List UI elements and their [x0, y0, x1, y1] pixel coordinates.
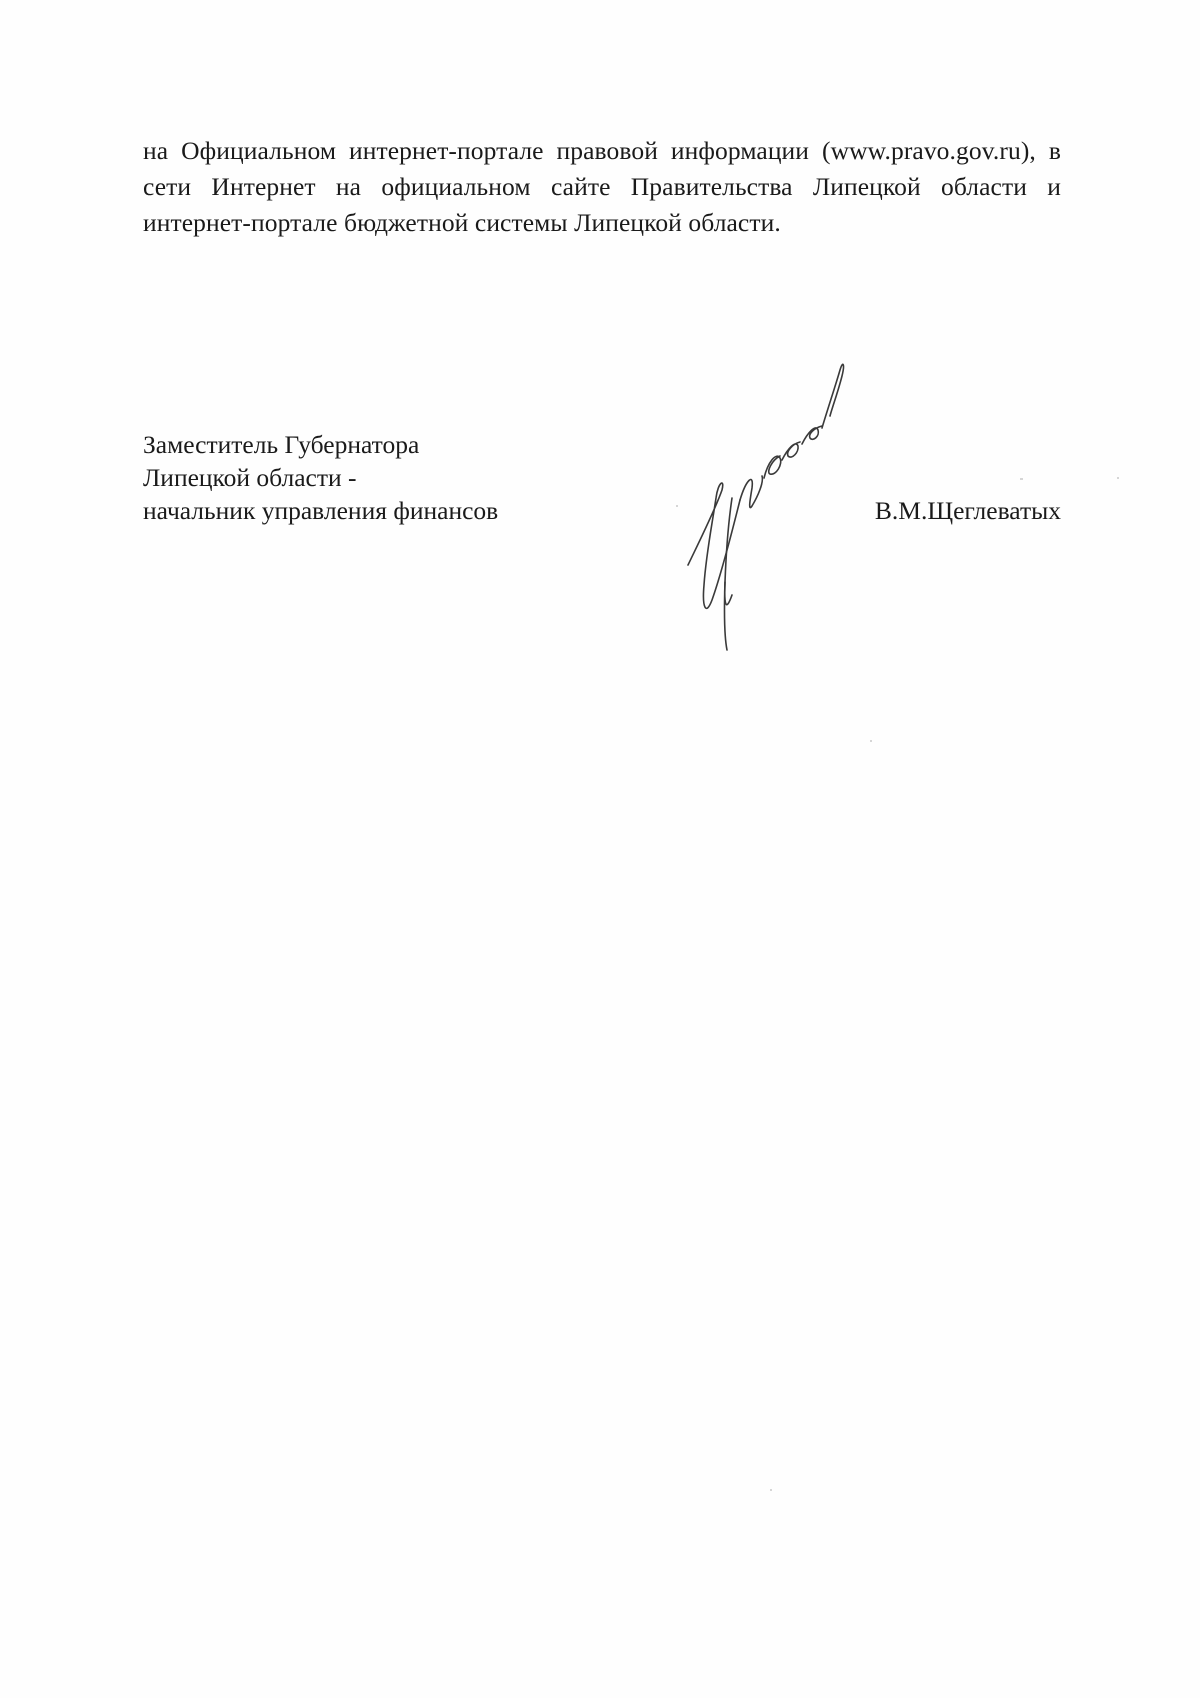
- scan-speck: [676, 505, 678, 507]
- scan-speck: [1117, 477, 1119, 479]
- signer-name: В.М.Щеглеватых: [874, 496, 1061, 525]
- signature-block: [143, 428, 1061, 527]
- signer-title-line-1: Заместитель Губернатора: [143, 430, 420, 459]
- handwritten-signature-image: [680, 350, 915, 660]
- body-paragraph: на Официальном интернет-портале правовой информации (www.pravo.gov.ru), в сети Интернет на официальном сайте Правительства Липецкой области и интернет-портале бюджетной системы Липецкой области.: [143, 136, 1061, 237]
- scan-speck: [870, 740, 872, 742]
- scan-speck: [770, 1489, 772, 1491]
- scan-speck: [1020, 478, 1023, 480]
- signer-title-line-2: Липецкой области -: [143, 463, 357, 492]
- signer-title-line-3: начальник управления финансов: [143, 496, 499, 525]
